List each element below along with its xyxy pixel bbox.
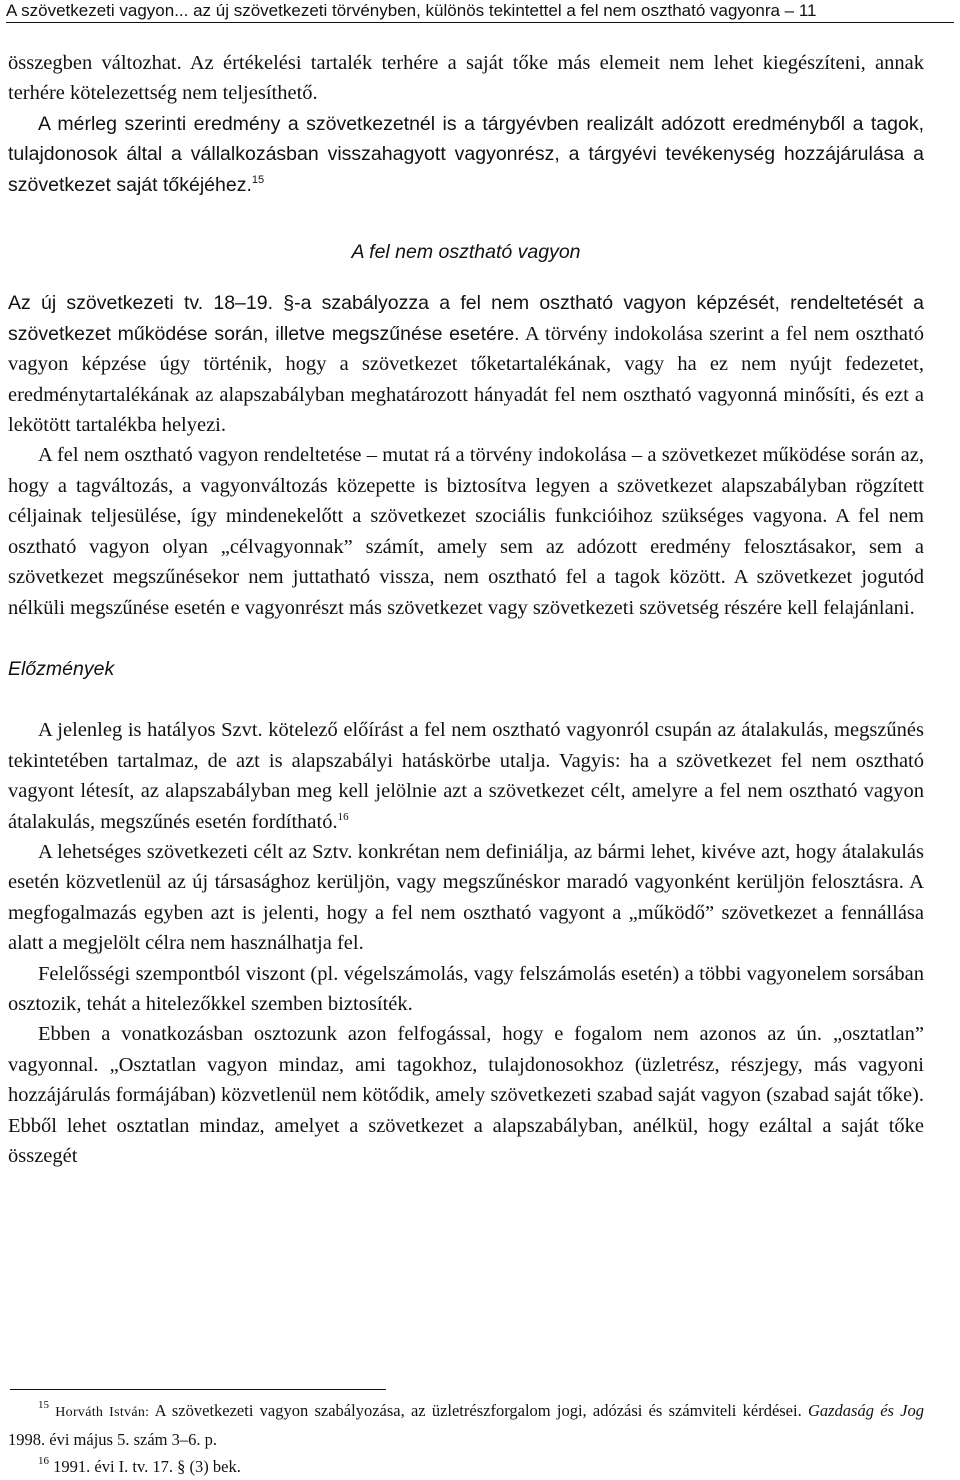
footnotes: [8, 1397, 924, 1480]
paragraph: A fel nem osztható vagyon rendeltetése – mutat rá a törvény indokolása – a szövetkezet működése során az, hogy a tagváltozás, a vagyonváltozás közepette is biztosítva legyen a szövetkezet alapszabályban rögzített céljainak teljesülése, így mindenekelőtt a szövetkezet szociális funkcióihoz szükséges vagyona. A fel nem osztható vagyon olyan „célvagyonnak” számít, amely sem az adózott eredmény felosztásakor, sem a szövetkezet megszűnésekor nem juttatható vissza, nem osztható fel a tagok között. A szövetkezet jogutód nélküli megszűnése esetén e vagyonrészt más szövetkezet vagy szövetkezeti szövetség részére kell felajánlani.: [8, 444, 924, 619]
paragraph: A lehetséges szövetkezeti célt az Sztv. konkrétan nem definiálja, az bármi lehet, kivéve azt, hogy átalakulás esetén közvetlenül az új társasághoz kerüljön, vagy megszűnéskor maradó vagyonként kerüljön felosztásra. A megfogalmazás egyben azt is jelenti, hogy a fel nem osztható vagyont a „működő” szövetkezet a fennállása alatt a megjelölt célra nem használhatja fel.: [8, 840, 924, 955]
running-header: [6, 0, 954, 23]
footnote: [8, 1453, 924, 1480]
main-text: [8, 48, 924, 1171]
page-number: – 11: [784, 1, 817, 20]
paragraph: Ebben a vonatkozásban osztozunk azon felfogással, hogy e fogalom nem azonos az ún. „osztatlan” vagyonnal. „Osztatlan vagyon mindaz, ami tagokhoz, tulajdonosokhoz (üzletrész, részjegy, más vagyoni hozzájárulás formájában) közvetlenül nem kötődik, amely szövetkezeti szabad saját vagyon (szabad saját tőke). Ebből lehet osztatlan mindaz, amelyet a szövetkezet a alapszabályban, anélkül, hogy ezáltal a saját tőke összegét: [8, 1023, 924, 1167]
footnote-number: 16: [38, 1455, 49, 1467]
paragraph: [8, 715, 924, 837]
paragraph: összegben változhat. Az értékelési tartalék terhére a saját tőke más elemeit nem lehet kiegészíteni, annak terhére kötelezettség nem teljesíthető.: [8, 52, 924, 105]
footnote-number: 15: [38, 1399, 49, 1411]
footnote-journal: Gazdaság és Jog: [807, 1401, 924, 1420]
footnote-text: A szövetkezeti vagyon szabályozása, az üzletrészforgalom jogi, adózási és számviteli kérdései.: [149, 1401, 808, 1420]
footnote-text: 1991. évi I. tv. 17. § (3) bek.: [53, 1457, 241, 1476]
paragraph-text: A törvény indokolása szerint a fel nem osztható vagyon képzése úgy történik, hogy a szövetkezet tőketartalékának, vagy ha ez nem nyújt fedezetet, eredménytartalékának az alapszabályban meghatározott hányadát fel nem osztható vagyonná minősíti, és ezt a lekötött tartalékba helyezi.: [8, 322, 924, 437]
footnote-separator: [10, 1389, 386, 1390]
paragraph: Felelősségi szempontból viszont (pl. végelszámolás, vagy felszámolás esetén) a többi vagyonelem sorsában osztozik, tehát a hitelezőkkel szemben biztosíték.: [8, 962, 924, 1015]
section-heading: A fel nem osztható vagyon: [351, 241, 581, 264]
paragraph-text: A mérleg szerinti eredmény a szövetkezetnél is a tárgyévben realizált adózott eredményből a tagok, tulajdonosok által a vállalkozásban visszahagyott vagyonrész, a tárgyévi tevékenység hozzájárulása a szövetkezet saját tőkéjéhez.: [8, 112, 924, 196]
running-title: A szövetkezeti vagyon... az új szövetkezeti törvényben, különös tekintettel a fel nem osztható vagyonra: [6, 1, 780, 20]
footnote-ref[interactable]: 16: [337, 810, 349, 823]
footnote-ref[interactable]: 15: [251, 173, 265, 186]
paragraph: [8, 288, 924, 440]
section-heading: Előzmények: [8, 657, 115, 680]
paragraph: [8, 109, 924, 200]
footnote-author: Horváth István:: [55, 1405, 150, 1420]
paragraph-text: A jelenleg is hatályos Szvt. kötelező előírást a fel nem osztható vagyonról csupán az átalakulás, megszűnés tekintetében tartalmaz, de azt is alapszabályi hatáskörbe utalja. Vagyis: ha a szövetkezet fel nem osztható vagyont létesít, az alapszabályban meg kell jelölnie azt a szövetkezet célt, amelyre a fel nem osztható vagyon átalakulás, megszűnés esetén fordítható.: [8, 719, 924, 833]
footnote: [8, 1397, 924, 1453]
paragraph-text-sans: Az új szövetkezeti tv. 18–19. §-a szabályozza a fel nem osztható vagyon képzését, rendeltetését a szövetkezet működése során, illetve megszűnése esetére.: [8, 292, 924, 345]
footnote-text: 1998. évi május 5. szám 3–6. p.: [8, 1430, 217, 1449]
